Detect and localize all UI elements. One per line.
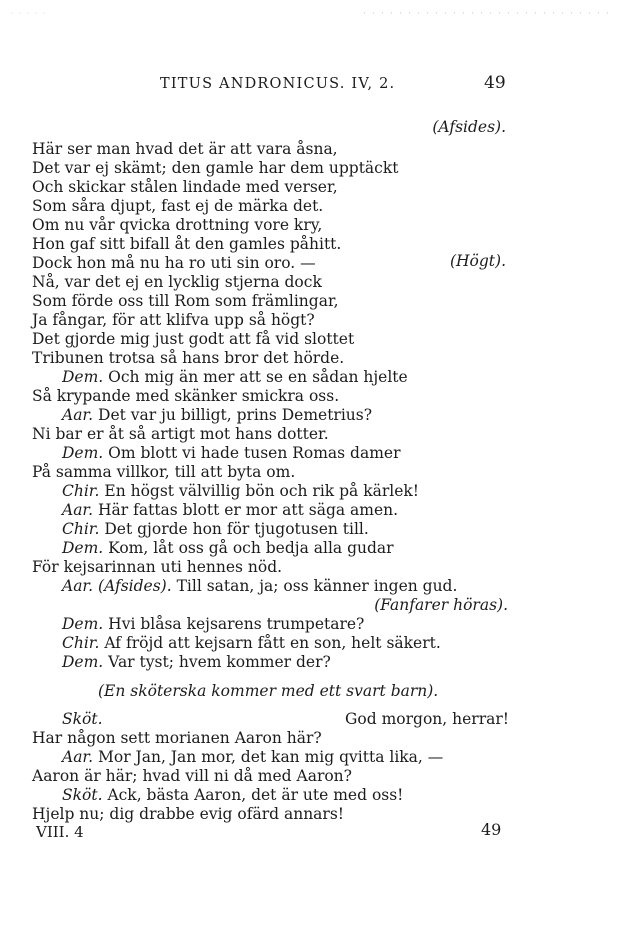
dialogue-text: Här fattas blott er mor att säga amen. (98, 501, 399, 519)
scan-noise (360, 12, 610, 14)
dialogue-text: Och mig än mer att se en sådan hjelte (108, 368, 408, 386)
dialogue-text: En högst välvillig bön och rik på kärlek! (104, 482, 419, 500)
speaker-name: Aar. (62, 577, 94, 595)
dialogue-line: Har någon sett morianen Aaron här? (32, 729, 322, 747)
speaker-name: Chir. (62, 520, 100, 538)
verse-line: Dock hon må nu ha ro uti sin oro. — (32, 254, 316, 272)
dialogue-line (62, 539, 394, 558)
verse-line: Nå, var det ej en lycklig stjerna dock (32, 273, 322, 291)
dialogue-text: Det var ju billigt, prins Demetrius? (98, 406, 373, 424)
dialogue-line (62, 501, 398, 520)
header-page-number: 49 (484, 73, 506, 93)
dialogue-line (62, 615, 364, 634)
scan-noise (8, 12, 48, 14)
dialogue-line (62, 577, 457, 596)
dialogue-line: På samma villkor, till att byta om. (32, 463, 296, 481)
stage-direction: (Fanfarer höras). (374, 596, 508, 614)
speaker-name: Sköt. (62, 786, 103, 804)
stage-direction: (Afsides). (432, 118, 506, 136)
speaker-name: Dem. (62, 615, 104, 633)
verse-line: Och skickar stålen lindade med verser, (32, 178, 338, 196)
dialogue-text: Af fröjd att kejsarn fått en son, helt säkert. (104, 634, 441, 652)
verse-line: Det gjorde mig just godt att få vid slottet (32, 330, 355, 348)
dialogue-text: Till satan, ja; oss känner ingen gud. (176, 577, 458, 595)
verse-line: Hon gaf sitt bifall åt den gamles påhitt. (32, 235, 342, 253)
verse-line: Här ser man hvad det är att vara åsna, (32, 140, 338, 158)
dialogue-text: Var tyst; hvem kommer der? (108, 653, 331, 671)
dialogue-line (62, 786, 403, 805)
dialogue-line (62, 710, 103, 729)
dialogue-line (62, 368, 408, 387)
dialogue-line: Så krypande med skänker smickra oss. (32, 387, 340, 405)
dialogue-line (62, 653, 331, 672)
dialogue-line: Hjelp nu; dig drabbe evig ofärd annars! (32, 805, 345, 823)
dialogue-line (62, 482, 419, 501)
dialogue-line (62, 520, 369, 539)
speaker-name: Aar. (62, 748, 94, 766)
dialogue-text: Om blott vi hade tusen Romas damer (108, 444, 401, 462)
speaker-name: Sköt. (62, 710, 103, 728)
speaker-name: Aar. (62, 406, 94, 424)
speaker-name: Aar. (62, 501, 94, 519)
dialogue-text: God morgon, herrar! (345, 710, 509, 728)
footer-page-number: 49 (481, 820, 502, 839)
speaker-name: Dem. (62, 653, 104, 671)
verse-line: Tribunen trotsa så hans bror det hörde. (32, 349, 345, 367)
verse-line: Det var ej skämt; den gamle har dem upptäckt (32, 159, 399, 177)
stage-direction-entrance: (En sköterska kommer med ett svart barn). (98, 682, 439, 700)
stage-direction: (Högt). (449, 252, 506, 270)
verse-line: Ja fångar, för att klifva upp så högt? (32, 311, 315, 329)
dialogue-line: Ni bar er åt så artigt mot hans dotter. (32, 425, 329, 443)
verse-line: Som förde oss till Rom som främlingar, (32, 292, 339, 310)
dialogue-text: Hvi blåsa kejsarens trumpetare? (108, 615, 365, 633)
speaker-name: Chir. (62, 482, 100, 500)
signature-mark: VIII. 4 (36, 823, 84, 841)
dialogue-line: För kejsarinnan uti hennes nöd. (32, 558, 283, 576)
stage-direction: (Afsides). (98, 577, 172, 595)
verse-line: Som såra djupt, fast ej de märka det. (32, 197, 324, 215)
dialogue-text: Kom, låt oss gå och bedja alla gudar (108, 539, 394, 557)
speaker-name: Dem. (62, 368, 104, 386)
dialogue-line: Aaron är här; hvad vill ni då med Aaron? (32, 767, 352, 785)
dialogue-text: Ack, bästa Aaron, det är ute med oss! (107, 786, 404, 804)
verse-line: Om nu vår qvicka drottning vore kry, (32, 216, 323, 234)
dialogue-text: Det gjorde hon för tjugotusen till. (104, 520, 369, 538)
dialogue-line (62, 444, 401, 463)
speaker-name: Dem. (62, 539, 104, 557)
speaker-name: Dem. (62, 444, 104, 462)
dialogue-line (62, 406, 372, 425)
dialogue-line (62, 634, 441, 653)
dialogue-text: Mor Jan, Jan mor, det kan mig qvitta lika, — (98, 748, 444, 766)
dialogue-line (62, 748, 443, 767)
running-header-title: TITUS ANDRONICUS. IV, 2. (160, 76, 396, 92)
speaker-name: Chir. (62, 634, 100, 652)
